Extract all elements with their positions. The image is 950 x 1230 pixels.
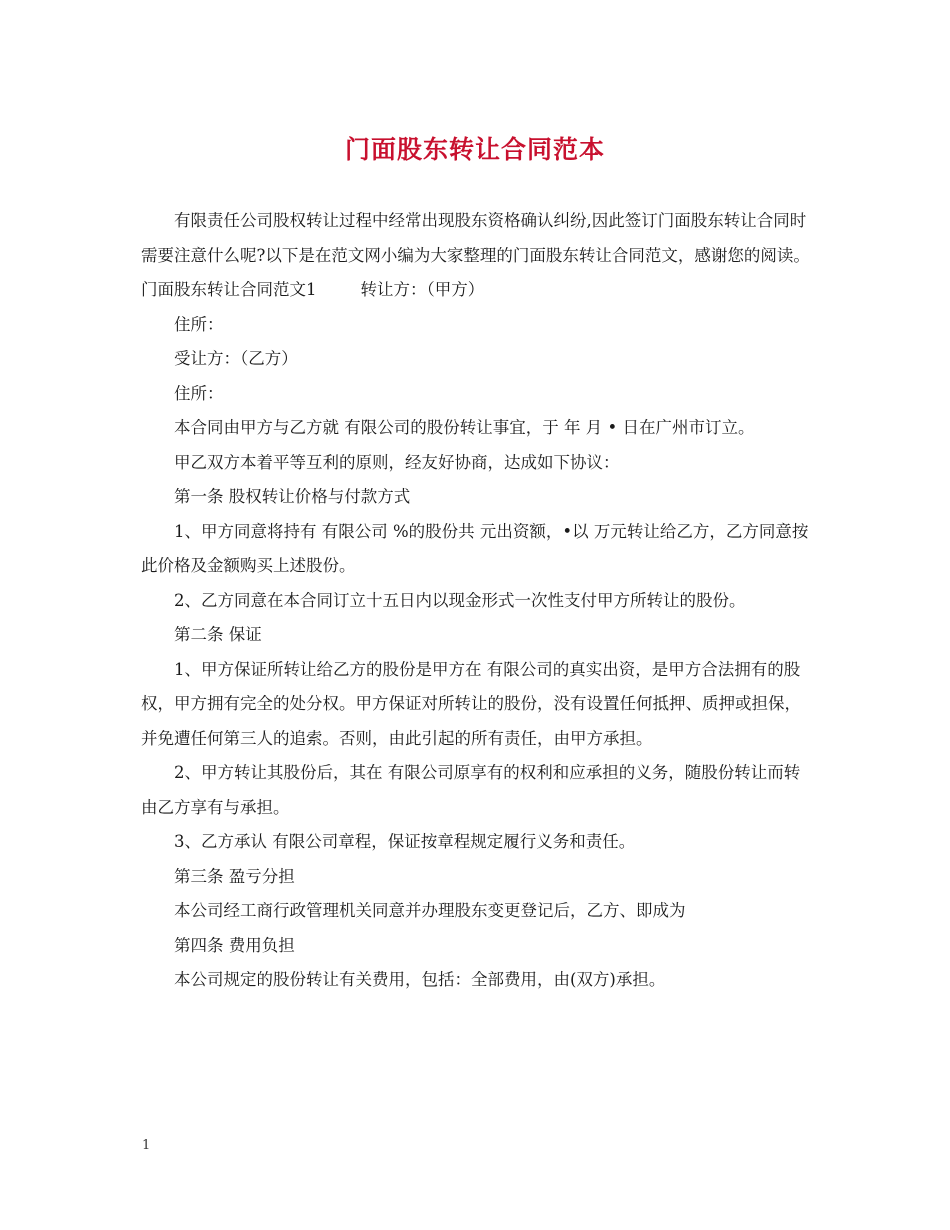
document-title: 门面股东转让合同范本 [344, 135, 605, 164]
article-4-clause-1: 本公司规定的股份转让有关费用，包括：全部费用，由(双方)承担。 [174, 970, 666, 989]
sample-heading-line [141, 273, 813, 308]
preamble-paragraph: 本合同由甲方与乙方就 有限公司的股份转让事宜，于 年 月 • 日在广州市订立。 [174, 418, 755, 437]
article-2-clause-3: 3、乙方承认 有限公司章程，保证按章程规定履行义务和责任。 [174, 832, 636, 851]
article-3-clause-1: 本公司经工商行政管理机关同意并办理股东变更登记后，乙方、即成为 [174, 901, 686, 920]
agreement-paragraph: 甲乙双方本着平等互利的原则，经友好协商，达成如下协议： [174, 452, 620, 472]
article-2-clause-1: 1、甲方保证所转让给乙方的股份是甲方在 有限公司的真实出资，是甲方合法拥有的股权，甲方拥有完全的处分权。甲方保证对所转让的股份，没有设置任何抵押、质押或担保，并免遭任何第三人的追索。否则，由此引起的所有责任，由甲方承担。 [141, 659, 801, 748]
transferor-label: 转让方：（甲方） [360, 280, 485, 299]
address-line-2: 住所： [174, 383, 224, 403]
article-1-title: 第一条 股权转让价格与付款方式 [174, 487, 411, 506]
article-1-clause-2: 2、乙方同意在本合同订立十五日内以现金形式一次性支付甲方所转让的股份。 [174, 590, 746, 610]
article-2-clause-2: 2、甲方转让其股份后，其在 有限公司原享有的权利和应承担的义务，随股份转让而转由乙方享有与承担。 [141, 763, 801, 817]
page-number: 1 [142, 1138, 151, 1153]
sample-heading: 门面股东转让合同范文1 [141, 280, 317, 299]
article-2-title: 第二条 保证 [174, 625, 262, 644]
address-line-1: 住所： [174, 314, 224, 334]
article-3-title: 第三条 盈亏分担 [174, 866, 295, 886]
transferee-label: 受让方：（乙方） [174, 349, 298, 368]
article-1-clause-1: 1、甲方同意将持有 有限公司 %的股份共 元出资额，•以 万元转让给乙方，乙方同意按此价格及金额购买上述股份。 [141, 521, 809, 575]
article-4-title: 第四条 费用负担 [174, 935, 295, 955]
document-body [141, 204, 813, 998]
intro-paragraph: 有限责任公司股权转让过程中经常出现股东资格确认纠纷,因此签订门面股东转让合同时需要注意什么呢?以下是在范文网小编为大家整理的门面股东转让合同范文，感谢您的阅读。 [141, 211, 810, 265]
